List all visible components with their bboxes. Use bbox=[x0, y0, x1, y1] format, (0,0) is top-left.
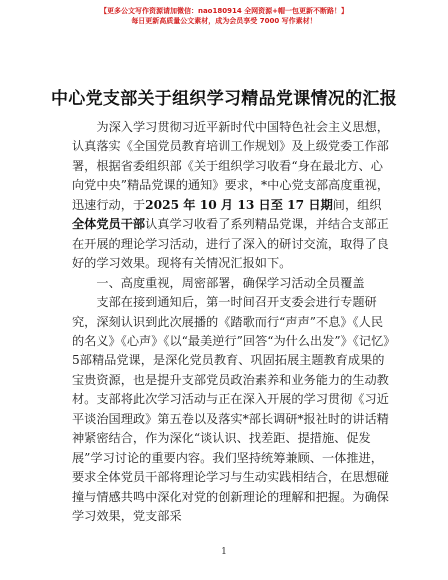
promo-banner-line-1: 【更多公文写作资源请加微信：nao180914 全网资源+帽一包更新不断路！】 bbox=[99, 7, 349, 15]
section-1-paragraph: 支部在接到通知后，第一时间召开支委会进行专题研究，深刻认识到此次展播的《踏歌而行“声声”不息》《人民的名义》《心声》《以“最美逆行”回答“为什么出发”》《记忆》5部精品党课，是深化党员教育、巩固拓展主题教育成果的宝贵资源，也是提升支部党员政治素养和业务能力的生动教材。支部将此次学习活动与正在深入开展的学习贯彻《习近平谈治国理政》第五卷以及落实*部长调研*报社时的讲话精神紧密结合，作为深化“谈认识、找差距、提措施、促发展”学习讨论的重要内容。我们坚持统筹兼顾、一体推进，要求全体党员干部将理论学习与生动实践相结合，在思想碰撞与情感共鸣中深化对党的创新理论的理解和把握。为确保学习效果，党支部采 bbox=[72, 295, 390, 524]
intro-members: 全体党员干部 bbox=[72, 217, 146, 232]
document-body bbox=[72, 118, 390, 527]
document-title: 中心党支部关于组织学习精品党课情况的汇报 bbox=[51, 89, 397, 109]
promo-banner-line-2: 每日更新高质量公文素材，成为会员享受 7000 写作素材！ bbox=[131, 17, 317, 25]
intro-text-c: 认真学习收看了系列精品党课，并结合支部正在开展的理论学习活动，进行了深入的研讨交流，取得了良好的学习效果。现将有关情况汇报如下。 bbox=[72, 217, 389, 271]
section-heading-1: 一、高度重视，周密部署，确保学习活动全员覆盖 bbox=[96, 275, 365, 290]
promo-banner bbox=[0, 6, 448, 26]
intro-text-a: 为深入学习贯彻习近平新时代中国特色社会主义思想，认真落实《全国党员教育培训工作规划》及上级党委工作部署，根据省委组织部《关于组织学习收看“身在最北方、心向党中央”精品党课的通知》要求，*中心党支部高度重视，迅速行动，于 bbox=[72, 120, 390, 212]
intro-text-b: 间，组织 bbox=[332, 197, 382, 212]
intro-paragraph bbox=[72, 118, 390, 274]
page-number: 1 bbox=[221, 547, 227, 557]
intro-dates: 2025 年 10 月 13 日至 17 日期 bbox=[145, 197, 333, 212]
